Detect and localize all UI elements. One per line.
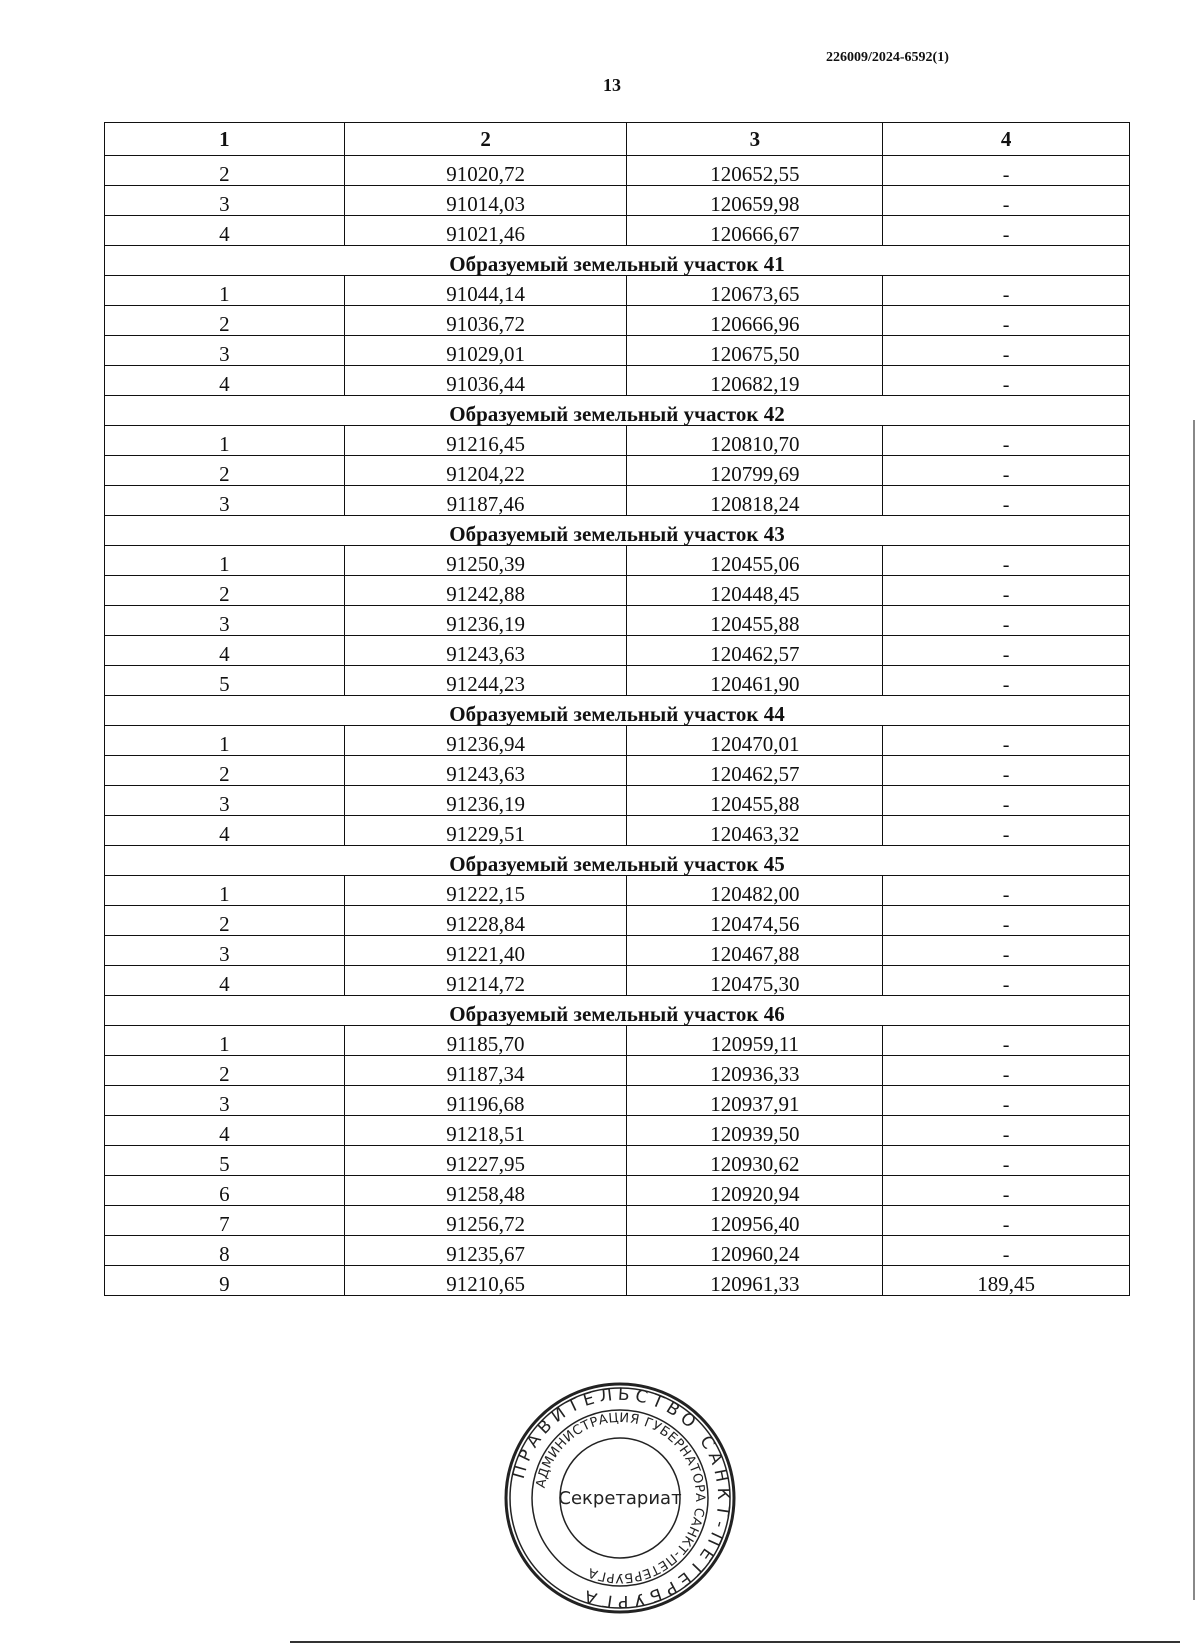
distance-cell: - [883, 576, 1130, 606]
distance-cell: 189,45 [883, 1266, 1130, 1296]
x-coordinate-cell: 91036,44 [344, 366, 627, 396]
distance-cell: - [883, 186, 1130, 216]
stamp-inner-text: АДМИНИСТРАЦИЯ ГУБЕРНАТОРА САНКТ-ПЕТЕРБУРГА [533, 1410, 708, 1586]
distance-cell: - [883, 546, 1130, 576]
distance-cell: - [883, 876, 1130, 906]
section-header-row [105, 996, 1130, 1026]
y-coordinate-cell: 120462,57 [627, 756, 883, 786]
scan-artifact-line [1193, 420, 1195, 1600]
point-number-cell: 2 [105, 1056, 345, 1086]
distance-cell: - [883, 786, 1130, 816]
table-row [105, 906, 1130, 936]
y-coordinate-cell: 120810,70 [627, 426, 883, 456]
distance-cell: - [883, 1026, 1130, 1056]
stamp-outer-text: ПРАВИТЕЛЬСТВО САНКТ-ПЕТЕРБУРГА [508, 1384, 734, 1612]
x-coordinate-cell: 91036,72 [344, 306, 627, 336]
point-number-cell: 6 [105, 1176, 345, 1206]
point-number-cell: 2 [105, 576, 345, 606]
point-number-cell: 3 [105, 1086, 345, 1116]
distance-cell: - [883, 936, 1130, 966]
table-row [105, 756, 1130, 786]
table-row [105, 726, 1130, 756]
section-title: Образуемый земельный участок 45 [105, 846, 1130, 876]
distance-cell: - [883, 1176, 1130, 1206]
point-number-cell: 3 [105, 786, 345, 816]
section-header-row [105, 696, 1130, 726]
point-number-cell: 1 [105, 276, 345, 306]
table-row [105, 306, 1130, 336]
x-coordinate-cell: 91214,72 [344, 966, 627, 996]
y-coordinate-cell: 120936,33 [627, 1056, 883, 1086]
section-title: Образуемый земельный участок 43 [105, 516, 1130, 546]
section-header-row [105, 846, 1130, 876]
table-row [105, 456, 1130, 486]
table-row [105, 156, 1130, 186]
section-title: Образуемый земельный участок 44 [105, 696, 1130, 726]
table-row [105, 936, 1130, 966]
y-coordinate-cell: 120673,65 [627, 276, 883, 306]
distance-cell: - [883, 1056, 1130, 1086]
distance-cell: - [883, 336, 1130, 366]
x-coordinate-cell: 91258,48 [344, 1176, 627, 1206]
table-row [105, 876, 1130, 906]
y-coordinate-cell: 120659,98 [627, 186, 883, 216]
distance-cell: - [883, 456, 1130, 486]
y-coordinate-cell: 120455,88 [627, 606, 883, 636]
y-coordinate-cell: 120818,24 [627, 486, 883, 516]
table-row [105, 1056, 1130, 1086]
y-coordinate-cell: 120960,24 [627, 1236, 883, 1266]
table-body [105, 156, 1130, 1296]
distance-cell: - [883, 726, 1130, 756]
y-coordinate-cell: 120675,50 [627, 336, 883, 366]
point-number-cell: 5 [105, 1146, 345, 1176]
y-coordinate-cell: 120939,50 [627, 1116, 883, 1146]
y-coordinate-cell: 120682,19 [627, 366, 883, 396]
distance-cell: - [883, 366, 1130, 396]
distance-cell: - [883, 636, 1130, 666]
x-coordinate-cell: 91187,46 [344, 486, 627, 516]
x-coordinate-cell: 91236,19 [344, 786, 627, 816]
y-coordinate-cell: 120467,88 [627, 936, 883, 966]
table-row [105, 1086, 1130, 1116]
point-number-cell: 1 [105, 1026, 345, 1056]
column-header: 2 [344, 123, 627, 156]
table-row [105, 576, 1130, 606]
distance-cell: - [883, 756, 1130, 786]
point-number-cell: 4 [105, 816, 345, 846]
distance-cell: - [883, 306, 1130, 336]
point-number-cell: 5 [105, 666, 345, 696]
y-coordinate-cell: 120666,96 [627, 306, 883, 336]
y-coordinate-cell: 120461,90 [627, 666, 883, 696]
y-coordinate-cell: 120937,91 [627, 1086, 883, 1116]
x-coordinate-cell: 91218,51 [344, 1116, 627, 1146]
table-row [105, 426, 1130, 456]
table-row [105, 1116, 1130, 1146]
table-row [105, 486, 1130, 516]
distance-cell: - [883, 1206, 1130, 1236]
table-row [105, 816, 1130, 846]
point-number-cell: 2 [105, 456, 345, 486]
column-header: 3 [627, 123, 883, 156]
table-row [105, 1236, 1130, 1266]
point-number-cell: 8 [105, 1236, 345, 1266]
scan-artifact-line [290, 1641, 1180, 1643]
coordinates-table [104, 122, 1130, 1296]
x-coordinate-cell: 91236,19 [344, 606, 627, 636]
table-row [105, 1266, 1130, 1296]
table-row [105, 546, 1130, 576]
x-coordinate-cell: 91221,40 [344, 936, 627, 966]
x-coordinate-cell: 91222,15 [344, 876, 627, 906]
section-title: Образуемый земельный участок 41 [105, 246, 1130, 276]
y-coordinate-cell: 120666,67 [627, 216, 883, 246]
x-coordinate-cell: 91029,01 [344, 336, 627, 366]
y-coordinate-cell: 120920,94 [627, 1176, 883, 1206]
point-number-cell: 1 [105, 876, 345, 906]
x-coordinate-cell: 91210,65 [344, 1266, 627, 1296]
distance-cell: - [883, 966, 1130, 996]
distance-cell: - [883, 606, 1130, 636]
page-number: 13 [603, 75, 621, 95]
x-coordinate-cell: 91235,67 [344, 1236, 627, 1266]
table-row [105, 1176, 1130, 1206]
distance-cell: - [883, 426, 1130, 456]
x-coordinate-cell: 91204,22 [344, 456, 627, 486]
x-coordinate-cell: 91256,72 [344, 1206, 627, 1236]
x-coordinate-cell: 91244,23 [344, 666, 627, 696]
distance-cell: - [883, 1236, 1130, 1266]
distance-cell: - [883, 906, 1130, 936]
y-coordinate-cell: 120474,56 [627, 906, 883, 936]
point-number-cell: 4 [105, 366, 345, 396]
point-number-cell: 1 [105, 726, 345, 756]
x-coordinate-cell: 91021,46 [344, 216, 627, 246]
table-row [105, 186, 1130, 216]
section-header-row [105, 396, 1130, 426]
distance-cell: - [883, 666, 1130, 696]
point-number-cell: 2 [105, 906, 345, 936]
section-header-row [105, 516, 1130, 546]
distance-cell: - [883, 486, 1130, 516]
distance-cell: - [883, 216, 1130, 246]
column-header: 4 [883, 123, 1130, 156]
point-number-cell: 4 [105, 636, 345, 666]
distance-cell: - [883, 1086, 1130, 1116]
document-registration-number: 226009/2024-6592(1) [826, 50, 949, 65]
y-coordinate-cell: 120470,01 [627, 726, 883, 756]
x-coordinate-cell: 91044,14 [344, 276, 627, 306]
table-row [105, 1026, 1130, 1056]
distance-cell: - [883, 276, 1130, 306]
y-coordinate-cell: 120956,40 [627, 1206, 883, 1236]
y-coordinate-cell: 120455,88 [627, 786, 883, 816]
point-number-cell: 1 [105, 426, 345, 456]
table-header-row [105, 123, 1130, 156]
table-row [105, 636, 1130, 666]
table-row [105, 336, 1130, 366]
y-coordinate-cell: 120455,06 [627, 546, 883, 576]
table-row [105, 666, 1130, 696]
section-header-row [105, 246, 1130, 276]
distance-cell: - [883, 1146, 1130, 1176]
x-coordinate-cell: 91236,94 [344, 726, 627, 756]
point-number-cell: 4 [105, 216, 345, 246]
x-coordinate-cell: 91242,88 [344, 576, 627, 606]
point-number-cell: 2 [105, 306, 345, 336]
x-coordinate-cell: 91243,63 [344, 756, 627, 786]
point-number-cell: 7 [105, 1206, 345, 1236]
point-number-cell: 4 [105, 966, 345, 996]
table-row [105, 216, 1130, 246]
x-coordinate-cell: 91185,70 [344, 1026, 627, 1056]
y-coordinate-cell: 120482,00 [627, 876, 883, 906]
column-header: 1 [105, 123, 345, 156]
y-coordinate-cell: 120448,45 [627, 576, 883, 606]
point-number-cell: 3 [105, 336, 345, 366]
table-row [105, 786, 1130, 816]
table-row [105, 276, 1130, 306]
x-coordinate-cell: 91020,72 [344, 156, 627, 186]
x-coordinate-cell: 91250,39 [344, 546, 627, 576]
section-title: Образуемый земельный участок 46 [105, 996, 1130, 1026]
x-coordinate-cell: 91243,63 [344, 636, 627, 666]
x-coordinate-cell: 91014,03 [344, 186, 627, 216]
y-coordinate-cell: 120961,33 [627, 1266, 883, 1296]
table-row [105, 366, 1130, 396]
x-coordinate-cell: 91227,95 [344, 1146, 627, 1176]
x-coordinate-cell: 91187,34 [344, 1056, 627, 1086]
official-seal-stamp [502, 1380, 738, 1616]
distance-cell: - [883, 1116, 1130, 1146]
x-coordinate-cell: 91229,51 [344, 816, 627, 846]
section-title: Образуемый земельный участок 42 [105, 396, 1130, 426]
y-coordinate-cell: 120799,69 [627, 456, 883, 486]
x-coordinate-cell: 91216,45 [344, 426, 627, 456]
point-number-cell: 1 [105, 546, 345, 576]
point-number-cell: 3 [105, 486, 345, 516]
point-number-cell: 3 [105, 936, 345, 966]
distance-cell: - [883, 816, 1130, 846]
y-coordinate-cell: 120959,11 [627, 1026, 883, 1056]
y-coordinate-cell: 120475,30 [627, 966, 883, 996]
point-number-cell: 3 [105, 606, 345, 636]
table-row [105, 606, 1130, 636]
x-coordinate-cell: 91228,84 [344, 906, 627, 936]
point-number-cell: 2 [105, 156, 345, 186]
point-number-cell: 9 [105, 1266, 345, 1296]
y-coordinate-cell: 120652,55 [627, 156, 883, 186]
point-number-cell: 3 [105, 186, 345, 216]
point-number-cell: 4 [105, 1116, 345, 1146]
table-row [105, 1146, 1130, 1176]
y-coordinate-cell: 120463,32 [627, 816, 883, 846]
stamp-center-text: Секретариат [558, 1488, 682, 1509]
y-coordinate-cell: 120930,62 [627, 1146, 883, 1176]
table-row [105, 966, 1130, 996]
distance-cell: - [883, 156, 1130, 186]
table-row [105, 1206, 1130, 1236]
y-coordinate-cell: 120462,57 [627, 636, 883, 666]
point-number-cell: 2 [105, 756, 345, 786]
x-coordinate-cell: 91196,68 [344, 1086, 627, 1116]
